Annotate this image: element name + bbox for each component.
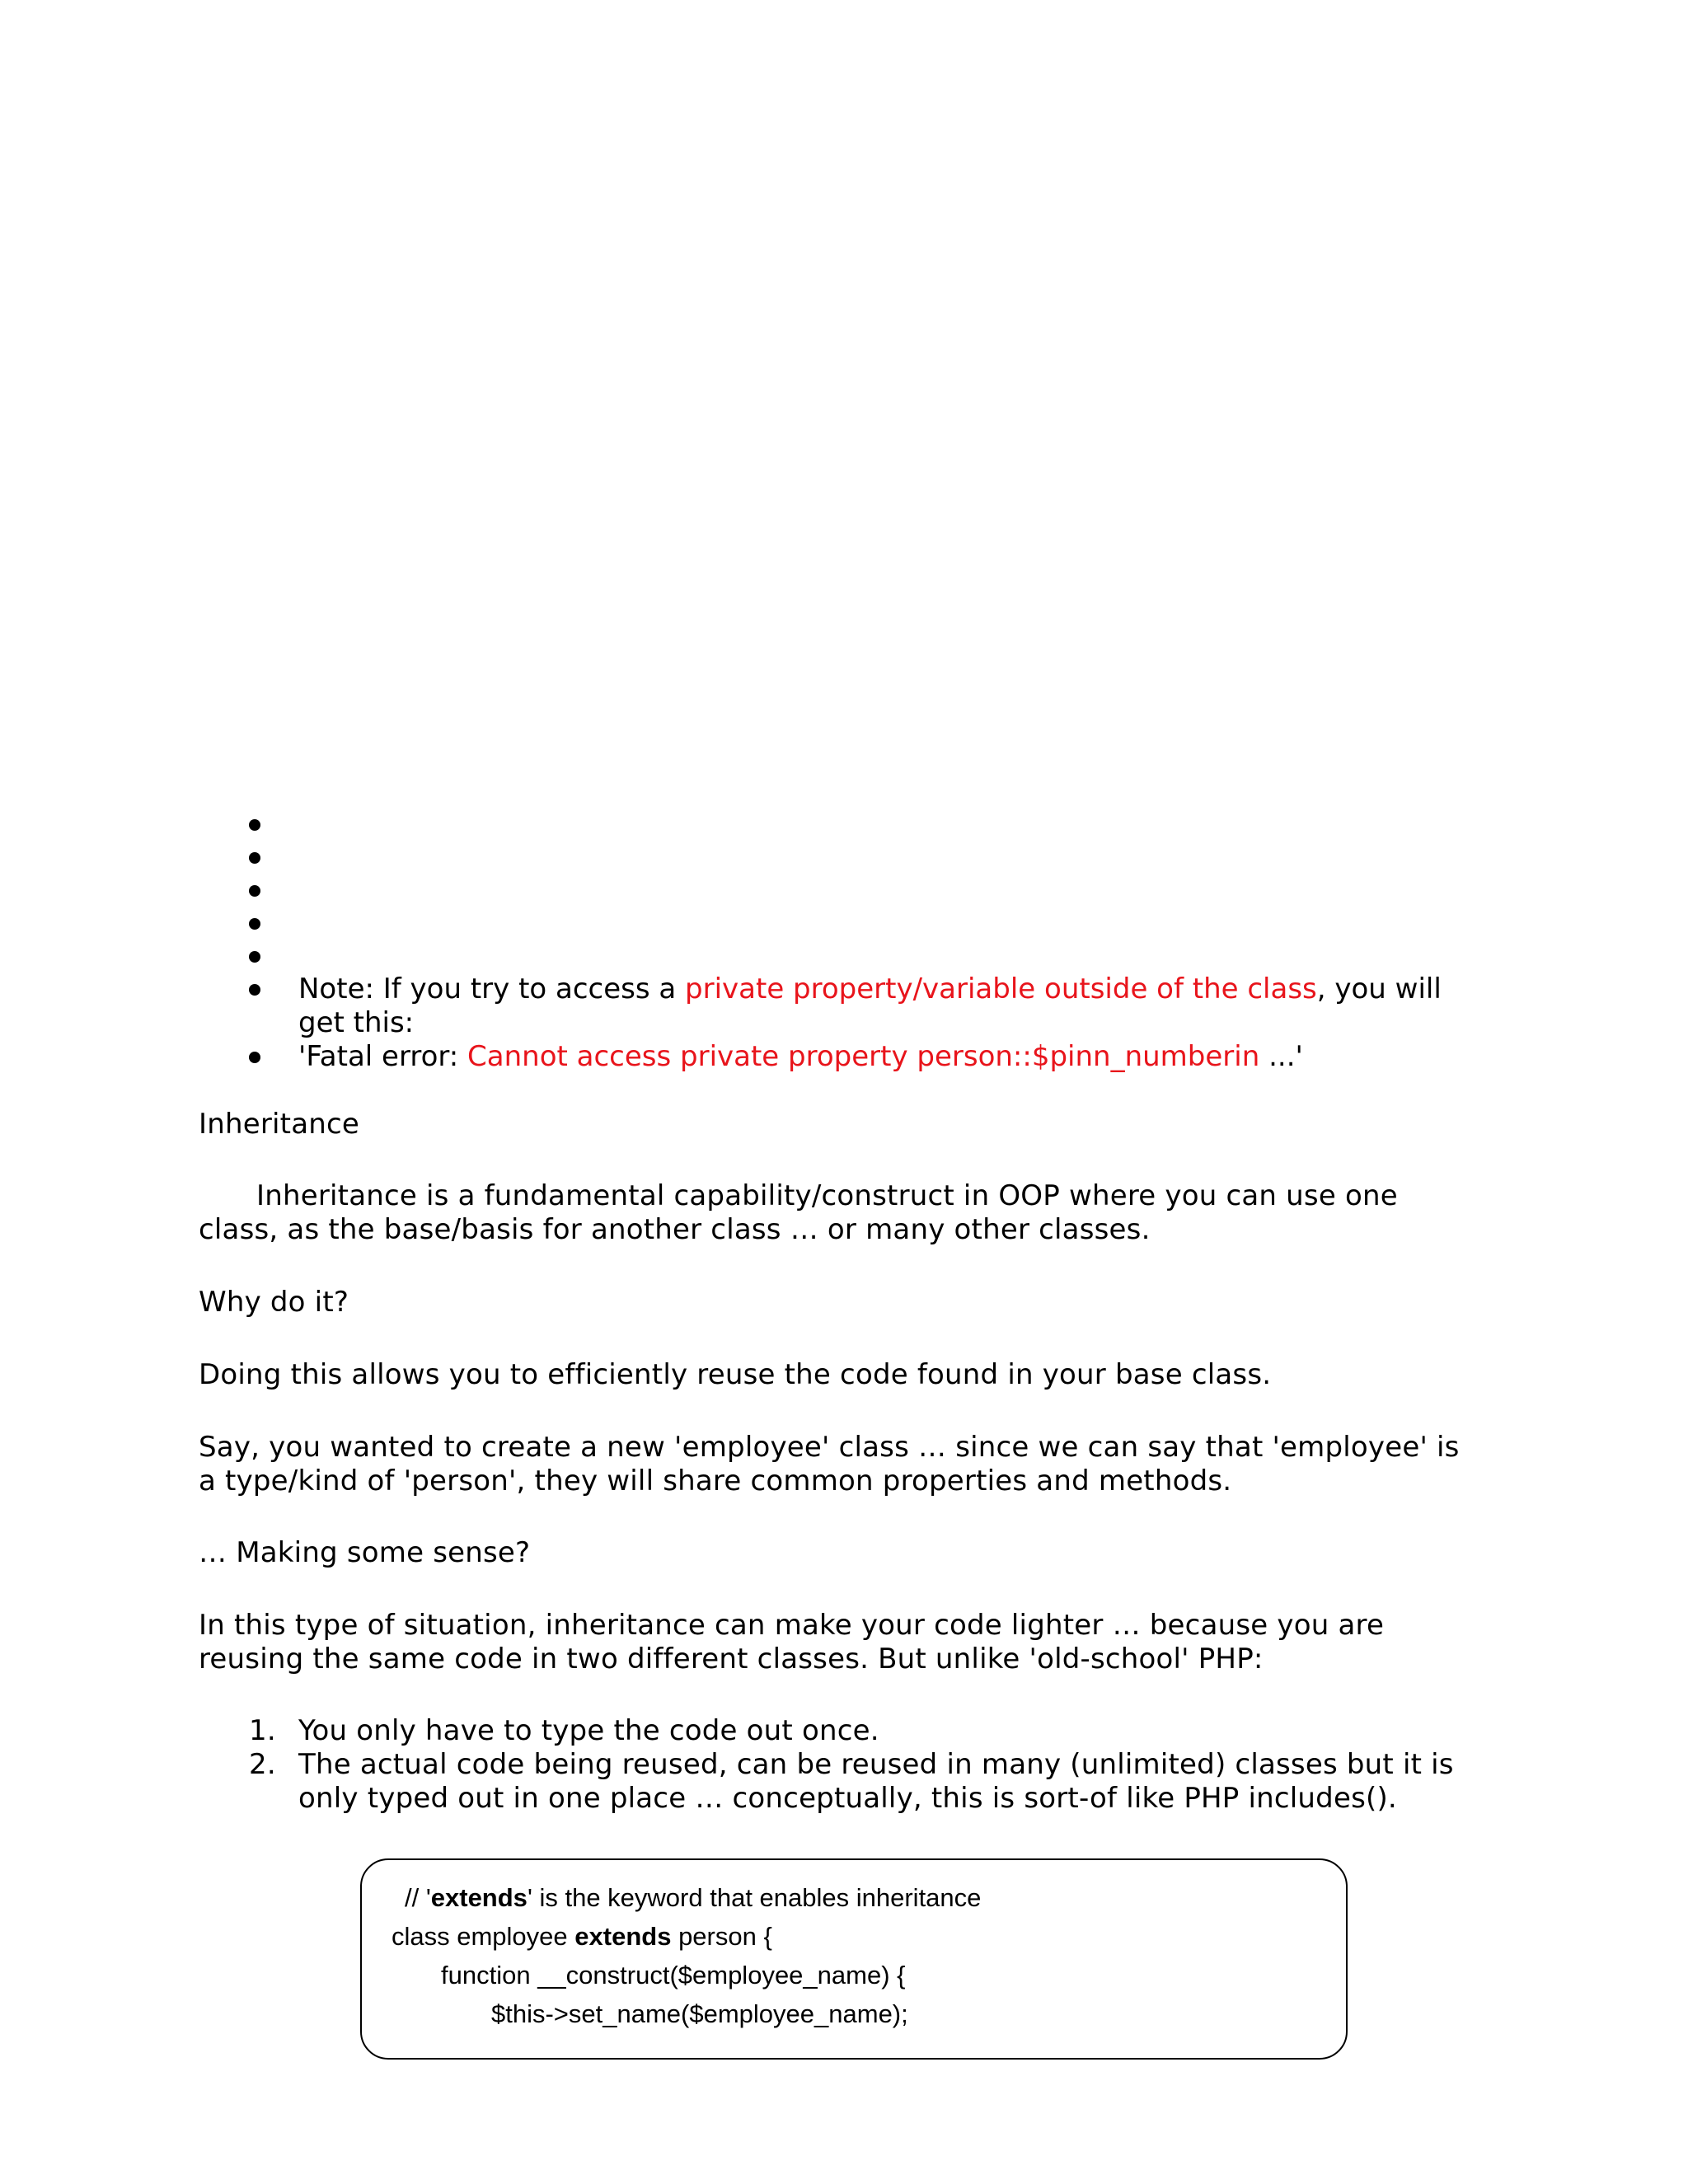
code-box <box>360 1858 1348 2060</box>
section-heading: Inheritance <box>199 1108 359 1141</box>
reuse-paragraph: Doing this allows you to efficiently reuse the code found in your base class. <box>199 1358 1272 1391</box>
code-comment: // 'extends' is the keyword that enables inheritance <box>405 1883 982 1912</box>
highlight-text: private property/variable outside of the class <box>685 972 1317 1005</box>
bullet-icon <box>249 972 265 1006</box>
code-function-line: function __construct($employee_name) { <box>441 1961 906 1990</box>
bullet-icon <box>249 841 265 874</box>
list-number: 2. <box>249 1748 276 1781</box>
bullet-icon <box>249 808 265 841</box>
note-text: Note: If you try to access a private property/variable outside of the class, you will get this: <box>298 972 1442 1039</box>
intro-paragraph: Inheritance is a fundamental capability/construct in OOP where you can use one class, as the base/basis for another class … or many other classes. <box>199 1179 1398 1246</box>
bullet-icon <box>249 940 265 973</box>
making-sense-text: … Making some sense? <box>199 1536 531 1569</box>
list-item-text: The actual code being reused, can be reused in many (unlimited) classes but it is only typed out in one place … conceptually, this is sort-of like PHP includes(). <box>298 1748 1454 1815</box>
why-question: Why do it? <box>199 1286 349 1319</box>
bullet-icon <box>249 1040 265 1074</box>
lighter-paragraph: In this type of situation, inheritance can make your code lighter … because you are reusing the same code in two different classes. But unlike 'old-school' PHP: <box>199 1609 1385 1675</box>
bullet-icon <box>249 874 265 907</box>
fatal-error-text: 'Fatal error: Cannot access private property person::$pinn_numberin ...' <box>298 1040 1303 1073</box>
bullet-icon <box>249 907 265 940</box>
code-body-line: $this->set_name($employee_name); <box>491 1999 908 2028</box>
employee-paragraph: Say, you wanted to create a new 'employee' class … since we can say that 'employee' is a type/kind of 'person', they will share common properties and methods. <box>199 1431 1460 1497</box>
list-number: 1. <box>249 1714 276 1747</box>
code-class-line: class employee extends person { <box>392 1922 772 1951</box>
list-item-text: You only have to type the code out once. <box>298 1714 879 1747</box>
highlight-text: Cannot access private property person::$pinn_numberin <box>467 1040 1260 1073</box>
